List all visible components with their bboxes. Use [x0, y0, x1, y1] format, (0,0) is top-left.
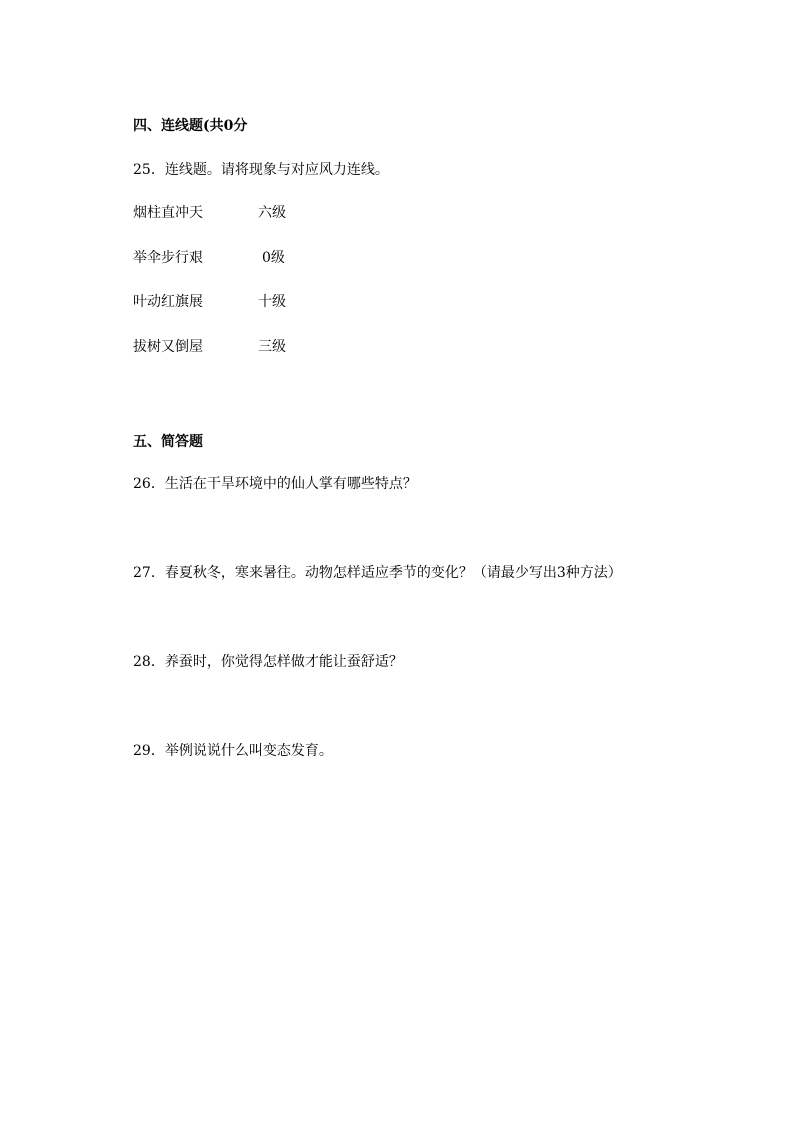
- wind-level-3: 十级: [258, 294, 286, 310]
- phenomenon-2: 举伞步行艰: [133, 250, 203, 266]
- phenomenon-3: 叶动红旗展: [133, 294, 203, 310]
- question-25: 25．连线题。请将现象与对应风力连线。: [133, 162, 389, 178]
- wind-level-4: 三级: [258, 339, 286, 355]
- question-28: 28．养蚕时，你觉得怎样做才能让蚕舒适？: [133, 654, 403, 670]
- wind-level-1: 六级: [258, 205, 286, 221]
- phenomenon-4: 拔树又倒屋: [133, 339, 203, 355]
- section-five-title: 五、简答题: [133, 434, 203, 450]
- question-29: 29．举例说说什么叫变态发育。: [133, 743, 333, 759]
- phenomenon-1: 烟柱直冲天: [133, 205, 203, 221]
- section-four-title: 四、连线题(共0分: [133, 118, 248, 134]
- wind-level-2: 0级: [262, 250, 285, 266]
- question-26: 26．生活在干旱环境中的仙人掌有哪些特点？: [133, 476, 417, 492]
- question-27: 27．春夏秋冬，寒来暑往。动物怎样适应季节的变化？（请最少写出3种方法）: [133, 565, 622, 581]
